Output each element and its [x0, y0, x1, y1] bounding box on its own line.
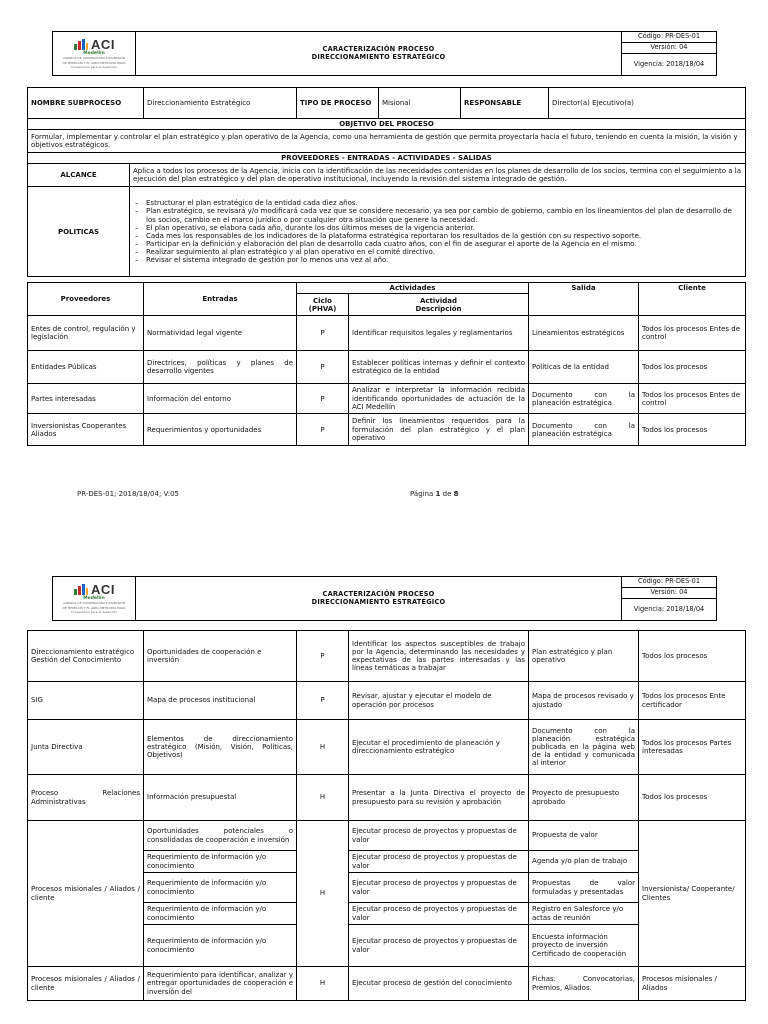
col-output: Salida [529, 283, 639, 316]
table-row [28, 351, 746, 384]
output: Encuesta información proyecto de inversión Certificado de cooperación [529, 925, 639, 967]
client: Todos los procesos [639, 631, 746, 682]
objective-text: Formular, implementar y controlar el plan estratégico y plan operativo de la Agencia, como una herramienta de gestión que permita proyectarla hacia el futuro, teniendo en cuenta la misión, la visión y objetivos estratégicos. [28, 130, 746, 153]
table-row [28, 821, 746, 851]
col-activity: Actividad [419, 296, 458, 305]
cycle: H [297, 775, 349, 821]
col-client: Cliente [639, 283, 746, 316]
policies-cell [130, 187, 746, 277]
client: Todos los procesos Ente certificador [639, 682, 746, 720]
output: Registro en Salesforce y/o actas de reunión [529, 903, 639, 925]
output: Políticas de la entidad [529, 351, 639, 384]
input: Requerimiento de información y/o conocimiento [144, 903, 297, 925]
provider: Procesos misionales / Aliados / cliente [28, 821, 144, 967]
title-line-2: DIRECCIONAMIENTO ESTRATÉGICO [311, 597, 446, 606]
cycle: H [297, 720, 349, 775]
client: Todos los procesos [639, 414, 746, 446]
document-title [136, 577, 622, 621]
code: Código: PR-DES-01 [622, 577, 717, 588]
input: Información del entorno [144, 384, 297, 414]
cycle: H [297, 967, 349, 1001]
version: Versión: 04 [622, 43, 717, 54]
policy-item: – Realizar seguimiento al plan estratégico y al plan operativo en el comité directivo. [132, 248, 743, 256]
client: Todos los procesos [639, 775, 746, 821]
scope-text: Aplica a todos los procesos de la Agencia, inicia con la identificación de las necesidades contenidas en los planes de desarrollo de los socios, termina con el seguimiento a la ejecución del plan estratégico y del plan de operativo institucional, incluyendo la revisión del sistema integrado de gestión. [130, 164, 746, 187]
output: Mapa de procesos revisado y ajustado [529, 682, 639, 720]
logo-sub: Medellín [83, 595, 105, 601]
process-type-label: TIPO DE PROCESO [297, 88, 379, 119]
output: Proyecto de presupuesto aprobado [529, 775, 639, 821]
provider: Junta Directiva [28, 720, 144, 775]
page1-activity-table [27, 282, 746, 446]
table-row [28, 967, 746, 1001]
activity: Ejecutar proceso de proyectos y propuestas de valor [349, 821, 529, 851]
cycle: P [297, 414, 349, 446]
activity: Establecer políticas internas y definir el contexto estratégico de la entidad [349, 351, 529, 384]
client: Todos los procesos Partes interesadas [639, 720, 746, 775]
table-row [28, 316, 746, 351]
provider: Direccionamiento estratégico Gestión del Conocimiento [28, 631, 144, 682]
table-row [28, 414, 746, 446]
title-line-2: DIRECCIONAMIENTO ESTRATÉGICO [311, 52, 446, 61]
table-row [28, 682, 746, 720]
cycle: P [297, 384, 349, 414]
responsible-label: RESPONSABLE [461, 88, 549, 119]
client: Todos los procesos Entes de control [639, 384, 746, 414]
page2-header [52, 576, 717, 621]
output: Documento con la planeación estratégica [529, 384, 639, 414]
footer-doc-ref: PR-DES-01; 2018/18/04; V:05 [77, 490, 180, 498]
policies-label: POLITICAS [28, 187, 130, 277]
page1-header [52, 31, 717, 76]
col-providers: Proveedores [28, 283, 144, 316]
logo-word: ACI [91, 36, 115, 52]
output: Propuesta de valor [529, 821, 639, 851]
policy-item: – Participar en la definición y elaboración del plan de desarrollo cada cuatro años, con el fin de asegurar el aporte de la Agencia en el mismo. [132, 240, 743, 248]
input: Requerimiento de información y/o conocimiento [144, 851, 297, 873]
logo-small-1: AGENCIA DE COOPERACIÓN E INVERSIÓN [62, 56, 126, 61]
page-num: 1 [435, 490, 441, 498]
provider: Proceso Relaciones Administrativas [28, 775, 144, 821]
client: Procesos misionales / Aliados [639, 967, 746, 1001]
table-row [28, 775, 746, 821]
logo-small-1: AGENCIA DE COOPERACIÓN E INVERSIÓN [62, 601, 126, 606]
page-total: 8 [453, 490, 459, 498]
cycle: H [297, 821, 349, 967]
policy-item: – Plan estratégico, se revisará y/o modificará cada vez que se considere necesario, ya sea por cambio de gobierno, cambio en los lineamientos del plan de desarrollo de los socios, cambio en el marco jurídico o por cualquier otra situación que genere la necesidad. [132, 207, 743, 223]
activity: Ejecutar proceso de proyectos y propuestas de valor [349, 851, 529, 873]
output: Lineamientos estratégicos [529, 316, 639, 351]
provider: Inversionistas Cooperantes Aliados [28, 414, 144, 446]
output: Documento con la planeación estratégica [529, 414, 639, 446]
output: Documento con la planeación estratégica publicada en la página web de la entidad y comunicada al interior [529, 720, 639, 775]
output: Propuestas de valor formuladas y presentadas [529, 873, 639, 903]
code: Código: PR-DES-01 [622, 32, 717, 43]
activity: Revisar, ajustar y ejecutar el modelo de operación por procesos [349, 682, 529, 720]
logo-small-2: DE MEDELLÍN Y EL ÁREA METROPOLITANA [62, 60, 126, 65]
activity: Definir los lineamientos requeridos para la formulación del plan estratégico y el plan operativo [349, 414, 529, 446]
aci-logo-icon [73, 583, 89, 596]
logo [53, 32, 136, 76]
aci-logo-icon [73, 38, 89, 51]
col-description: Descripción [415, 304, 462, 313]
input: Elementos de direccionamiento estratégico (Misión, Visión, Políticas, Objetivos) [144, 720, 297, 775]
input: Requerimiento de información y/o conocimiento [144, 873, 297, 903]
activity: Identificar requisitos legales y reglamentarios [349, 316, 529, 351]
provider: Partes interesadas [28, 384, 144, 414]
page-label: Página [410, 490, 434, 498]
activity: Ejecutar proceso de proyectos y propuestas de valor [349, 903, 529, 925]
activity: Identificar los aspectos susceptibles de trabajo por la Agencia, determinando las necesidades y expectativas de las partes interesadas y las líneas temáticas a trabajar [349, 631, 529, 682]
provider: Entes de control, regulación y legislación [28, 316, 144, 351]
client: Todos los procesos Entes de control [639, 316, 746, 351]
logo-small-2: DE MEDELLÍN Y EL ÁREA METROPOLITANA [62, 605, 126, 610]
output: Fichas: Convocatorias, Premios, Aliados. [529, 967, 639, 1001]
logo [53, 577, 136, 621]
cycle: P [297, 631, 349, 682]
client: Todos los procesos [639, 351, 746, 384]
cycle: P [297, 351, 349, 384]
policy-item: – Estructurar el plan estratégico de la entidad cada diez años. [132, 199, 743, 207]
document-title [136, 32, 622, 76]
logo-word: ACI [91, 581, 115, 597]
output: Plan estratégico y plan operativo [529, 631, 639, 682]
output: Agenda y/o plan de trabajo [529, 851, 639, 873]
validity: Vigencia: 2018/18/04 [622, 54, 717, 76]
responsible-value: Director(a) Ejecutivo(a) [549, 88, 746, 119]
activity: Analizar e interpretar la información recibida identificando oportunidades de actuación de la ACI Medellín [349, 384, 529, 414]
input: Normatividad legal vigente [144, 316, 297, 351]
page1-main-table [27, 87, 746, 277]
input: Requerimiento de información y/o conocimiento [144, 925, 297, 967]
section-title: PROVEEDORES - ENTRADAS - ACTIVIDADES - SALIDAS [28, 153, 746, 164]
input: Información presupuestal [144, 775, 297, 821]
input: Oportunidades de cooperación e inversión [144, 631, 297, 682]
policy-item: – Revisar el sistema integrado de gestión por lo menos una vez al año. [132, 256, 743, 264]
policies-list [132, 199, 743, 263]
page2-activity-table [27, 630, 746, 1001]
activity: Ejecutar proceso de gestión del conocimiento [349, 967, 529, 1001]
logo-tagline: Cooperación para el desarrollo [71, 609, 117, 614]
logo-sub: Medellín [83, 50, 105, 56]
activity: Ejecutar proceso de proyectos y propuestas de valor [349, 873, 529, 903]
activity: Ejecutar proceso de proyectos y propuestas de valor [349, 925, 529, 967]
footer-page-number [410, 490, 459, 498]
title-line-1: CARACTERIZACIÓN PROCESO [322, 589, 435, 598]
col-activities: Actividades [297, 283, 529, 294]
validity: Vigencia: 2018/18/04 [622, 599, 717, 621]
input: Mapa de procesos institucional [144, 682, 297, 720]
subprocess-value: Direccionamiento Estratégico [144, 88, 297, 119]
process-type-value: Misional [379, 88, 461, 119]
input: Requerimientos y oportunidades [144, 414, 297, 446]
cycle: P [297, 316, 349, 351]
objective-title: OBJETIVO DEL PROCESO [28, 119, 746, 130]
policy-item: – El plan operativo, se elabora cada año, durante los dos últimos meses de la vigencia anterior. [132, 224, 743, 232]
page-of: de [442, 490, 452, 498]
subprocess-label: NOMBRE SUBPROCESO [28, 88, 144, 119]
client: Inversionista/ Cooperante/ Clientes [639, 821, 746, 967]
provider: Procesos misionales / Aliados / cliente [28, 967, 144, 1001]
cycle: P [297, 682, 349, 720]
col-inputs: Entradas [144, 283, 297, 316]
scope-label: ALCANCE [28, 164, 130, 187]
activity: Ejecutar el procedimiento de planeación y direccionamiento estratégico [349, 720, 529, 775]
logo-tagline: Cooperación para el desarrollo [71, 64, 117, 69]
provider: Entidades Públicas [28, 351, 144, 384]
col-activity-desc [349, 294, 529, 316]
activity: Presentar a la Junta Directiva el proyecto de presupuesto para su revisión y aprobación [349, 775, 529, 821]
version: Versión: 04 [622, 588, 717, 599]
title-line-1: CARACTERIZACIÓN PROCESO [322, 44, 435, 53]
input: Directrices, políticas y planes de desarrollo vigentes [144, 351, 297, 384]
provider: SIG [28, 682, 144, 720]
policy-item: – Cada mes los responsables de los indicadores de la plataforma estratégica reportaran los resultados de la gestión con su respectivo soporte. [132, 232, 743, 240]
input: Oportunidades potenciales o consolidadas de cooperación e inversión [144, 821, 297, 851]
table-row [28, 720, 746, 775]
table-row [28, 384, 746, 414]
col-cycle: Ciclo (PHVA) [297, 294, 349, 316]
input: Requerimiento para identificar, analizar y entregar oportunidades de cooperación e inversión del [144, 967, 297, 1001]
table-row [28, 631, 746, 682]
